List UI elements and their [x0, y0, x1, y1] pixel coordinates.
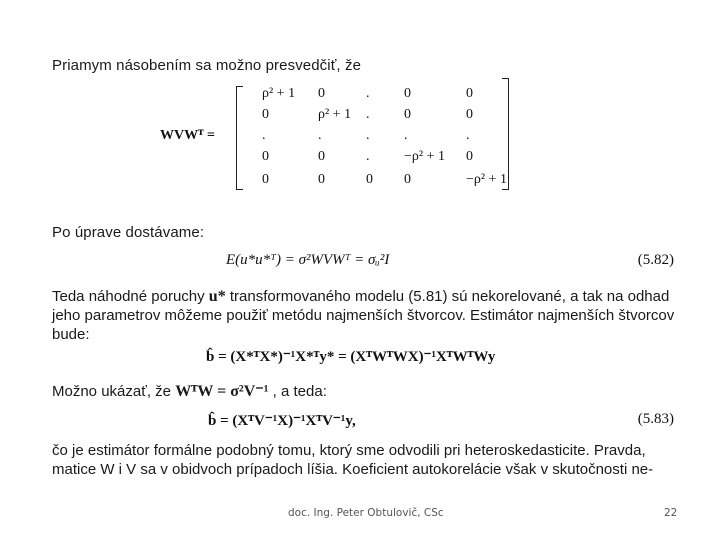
matrix-cell: 0	[262, 149, 269, 164]
paragraph-2	[52, 382, 677, 401]
matrix-cell: 0	[466, 86, 473, 101]
matrix-lhs: WVWᵀ =	[160, 128, 215, 143]
matrix-cell: 0	[404, 172, 411, 187]
matrix-cell: 0	[404, 86, 411, 101]
matrix-cell: .	[466, 128, 470, 143]
after-edit-text: Po úprave dostávame:	[52, 224, 205, 241]
matrix-cell: −ρ² + 1	[404, 149, 445, 164]
matrix-cell: 0	[466, 107, 473, 122]
paragraph-1	[52, 287, 677, 344]
matrix-cell: −ρ² + 1	[466, 172, 507, 187]
matrix-cell: .	[366, 86, 370, 101]
matrix-cell: 0	[404, 107, 411, 122]
intro-text: Priamym násobením sa možno presvedčiť, že	[52, 57, 362, 74]
matrix-cell: 0	[262, 107, 269, 122]
paragraph-1-rest: transformovaného modelu (5.81) sú nekorelované, a tak na odhad jeho parametrov môžeme použiť metódu najmenších štvorcov. Estimátor najmenších štvorcov bude:	[52, 288, 675, 343]
matrix-cell: 0	[466, 149, 473, 164]
equation-number-5-83: (5.83)	[637, 411, 674, 427]
paragraph-3: čo je estimátor formálne podobný tomu, ktorý sme odvodili pri heteroskedasticite. Pravda, matice W i V sa v obidvoch prípadoch líšia. Koeficient autokorelácie však v skutočnosti ne-	[52, 442, 654, 478]
matrix-cell: .	[318, 128, 322, 143]
equation-5-82: E(u*u*ᵀ) = σ²WVWᵀ = σᵤ²I	[226, 252, 390, 268]
matrix-cell: .	[366, 128, 370, 143]
equation-number-5-82: (5.82)	[637, 252, 674, 268]
equation-b-hat: b̂ = (X*ᵀX*)⁻¹X*ᵀy* = (XᵀWᵀWX)⁻¹XᵀWᵀWy	[206, 349, 496, 365]
equation-5-83: b̂ = (XᵀV⁻¹X)⁻¹XᵀV⁻¹y,	[208, 413, 356, 429]
wtw-formula: WᵀW = σ²V⁻¹	[175, 383, 269, 400]
matrix-cell: 0	[318, 172, 325, 187]
matrix-left-bracket	[236, 86, 243, 190]
matrix-cell: .	[366, 107, 370, 122]
paragraph-2-start: Možno ukázať, že	[52, 383, 172, 400]
footer-page-number: 22	[664, 507, 678, 519]
matrix-cell: .	[404, 128, 408, 143]
u-star-symbol: u*	[208, 288, 226, 305]
matrix-cell: 0	[366, 172, 373, 187]
matrix-cell: .	[366, 149, 370, 164]
matrix-cell: 0	[318, 149, 325, 164]
paragraph-1-start: Teda náhodné poruchy	[52, 288, 205, 305]
matrix-cell: 0	[262, 172, 269, 187]
paragraph-2-end: , a teda:	[272, 383, 327, 400]
matrix-cell: ρ² + 1	[318, 107, 352, 122]
matrix-cell: ρ² + 1	[262, 86, 296, 101]
footer-author: doc. Ing. Peter Obtulovič, CSc	[288, 507, 444, 519]
matrix-cell: 0	[318, 86, 325, 101]
matrix-cell: .	[262, 128, 266, 143]
